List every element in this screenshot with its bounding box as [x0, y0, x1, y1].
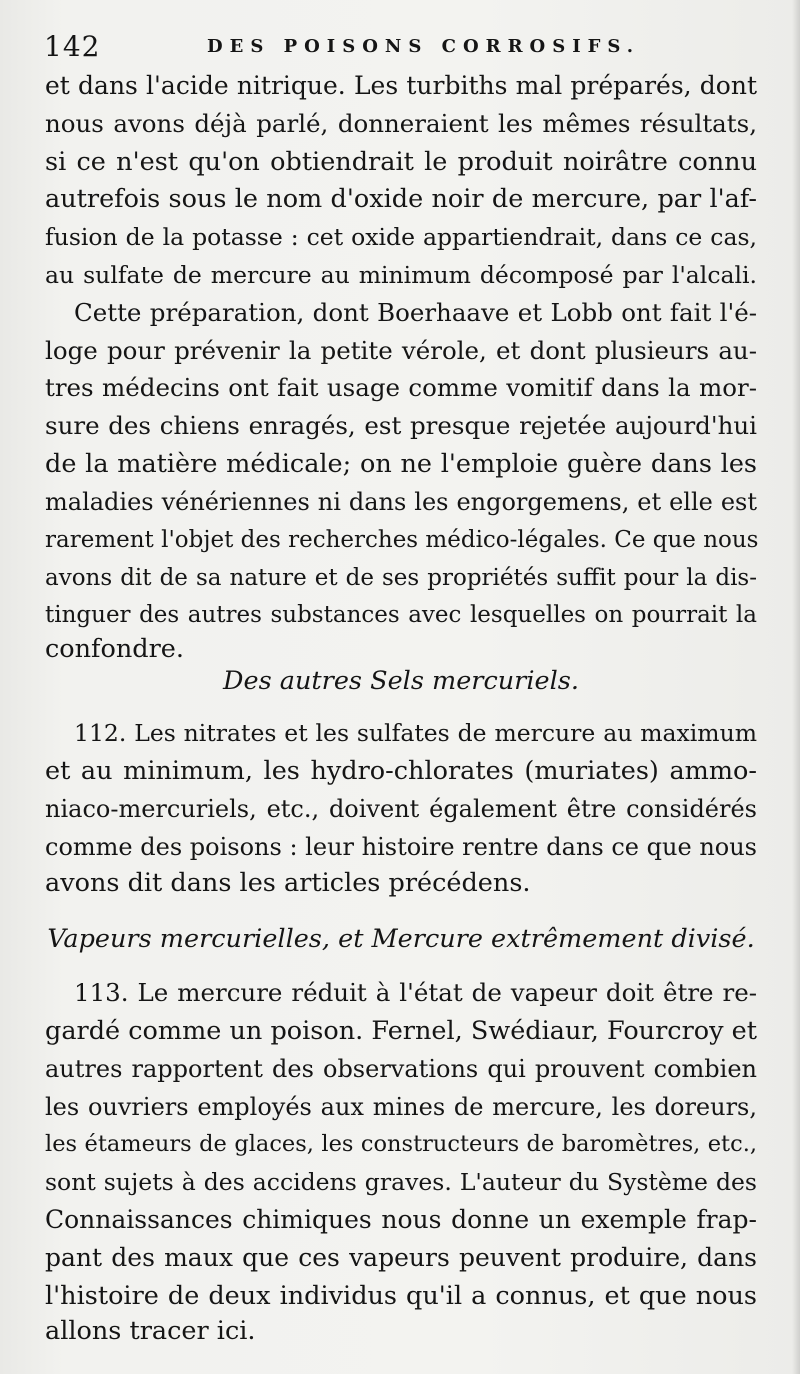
text-line: rarement l'objet des recherches médico-légales. Ce que nous	[45, 527, 759, 553]
text-line: si ce n'est qu'on obtiendrait le produit noirâtre connu	[45, 147, 757, 177]
text-line: niaco-mercuriels, etc., doivent également être considérés	[45, 795, 757, 823]
text-line: et dans l'acide nitrique. Les turbiths mal préparés, dont	[45, 71, 757, 100]
text-line: confondre.	[45, 634, 184, 664]
page-edge-shadow	[792, 0, 800, 1374]
text-line: tinguer des autres substances avec lesquelles on pourrait la	[45, 602, 757, 628]
text-line: Connaissances chimiques nous donne un exemple frap-	[45, 1205, 757, 1234]
text-line: nous avons déjà parlé, donneraient les mêmes résultats,	[45, 109, 757, 138]
text-line: 113. Le mercure réduit à l'état de vapeur doit être re-	[74, 978, 757, 1007]
text-line: et au minimum, les hydro-chlorates (muriates) ammo-	[45, 756, 757, 786]
text-line: de la matière médicale; on ne l'emploie guère dans les	[45, 449, 757, 479]
text-line: avons dit de sa nature et de ses propriétés suffit pour la dis-	[45, 565, 757, 591]
text-line: autrefois sous le nom d'oxide noir de mercure, par l'af-	[45, 184, 757, 214]
text-line: 112. Les nitrates et les sulfates de mercure au maximum	[74, 719, 757, 747]
text-line: les étameurs de glaces, les constructeurs de baromètres, etc.,	[45, 1131, 757, 1157]
text-line: sure des chiens enragés, est presque rejetée aujourd'hui	[45, 411, 757, 440]
text-line: pant des maux que ces vapeurs peuvent produire, dans	[45, 1243, 757, 1272]
text-line: gardé comme un poison. Fernel, Swédiaur, Fourcroy et	[45, 1016, 757, 1046]
text-line: comme des poisons : leur histoire rentre dans ce que nous	[45, 833, 757, 861]
text-line: loge pour prévenir la petite vérole, et dont plusieurs au-	[45, 336, 757, 365]
text-line: les ouvriers employés aux mines de mercure, les doreurs,	[45, 1093, 757, 1121]
running-title: DES POISONS CORROSIFS.	[207, 36, 641, 57]
section-heading: Vapeurs mercurielles, et Mercure extrêmement divisé.	[47, 924, 755, 954]
text-line: allons tracer ici.	[45, 1316, 256, 1346]
text-line: au sulfate de mercure au minimum décomposé par l'alcali.	[45, 261, 757, 289]
text-line: maladies vénériennes ni dans les engorgemens, et elle est	[45, 488, 757, 516]
text-line: Cette préparation, dont Boerhaave et Lobb ont fait l'é-	[74, 298, 757, 327]
page-number: 142	[44, 30, 101, 63]
section-heading: Des autres Sels mercuriels.	[223, 666, 579, 696]
text-line: sont sujets à des accidens graves. L'auteur du Système des	[45, 1168, 757, 1196]
text-line: fusion de la potasse : cet oxide appartiendrait, dans ce cas,	[45, 223, 757, 251]
text-line: tres médecins ont fait usage comme vomitif dans la mor-	[45, 373, 757, 402]
running-header	[44, 24, 756, 64]
text-line: l'histoire de deux individus qu'il a connus, et que nous	[45, 1281, 757, 1311]
text-line: avons dit dans les articles précédens.	[45, 868, 531, 898]
text-line: autres rapportent des observations qui prouvent combien	[45, 1055, 757, 1083]
